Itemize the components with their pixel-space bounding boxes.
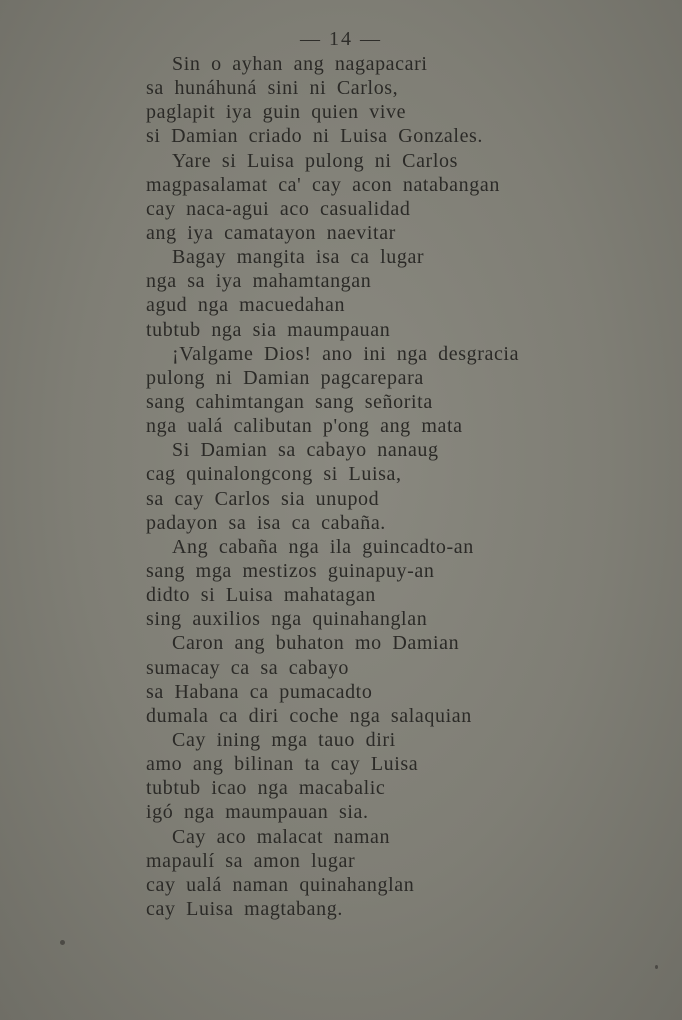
poem-line: Bagay mangita isa ca lugar: [172, 246, 425, 269]
poem-line: cay Luisa magtabang.: [146, 897, 343, 920]
poem-line: pulong ni Damian pagcarepara: [146, 366, 424, 389]
poem-line: si Damian criado ni Luisa Gonzales.: [146, 125, 484, 148]
poem-line: ¡Valgame Dios! ano ini nga desgracia: [172, 342, 520, 365]
poem-line: padayon sa isa ca cabaña.: [146, 511, 386, 534]
poem-line: cay ualá naman quinahanglan: [146, 873, 415, 896]
poem-line: Sin o ayhan ang nagapacari: [172, 53, 428, 75]
poem-line: paglapit iya guin quien vive: [146, 101, 407, 124]
poem-line: sa hunáhuná sini ni Carlos,: [146, 77, 399, 100]
poem-line: sa Habana ca pumacadto: [146, 680, 373, 703]
poem-line: sing auxilios nga quinahanglan: [146, 608, 428, 631]
poem-line: Yare si Luisa pulong ni Carlos: [172, 149, 458, 172]
poem-line: agud nga macuedahan: [146, 294, 346, 317]
ink-speck: [60, 940, 65, 945]
poem-line: cay naca-agui aco casualidad: [146, 197, 411, 220]
poem-line: sumacay ca sa cabayo: [146, 656, 350, 679]
poem-line: igó nga maumpauan sia.: [146, 801, 369, 824]
poem-line: tubtub nga sia maumpauan: [146, 318, 391, 341]
poem-line: magpasalamat ca' cay acon natabangan: [146, 173, 500, 196]
poem-line: Si Damian sa cabayo nanaug: [172, 439, 439, 462]
ink-speck: [655, 965, 658, 969]
poem-line: amo ang bilinan ta cay Luisa: [146, 753, 419, 776]
poem-line: nga ualá calibutan p'ong ang mata: [146, 415, 463, 438]
poem-line: didto si Luisa mahatagan: [146, 584, 376, 607]
poem-line: sa cay Carlos sia unupod: [146, 487, 380, 510]
poem-line: Cay ining mga tauo diri: [172, 728, 396, 751]
poem-line: dumala ca diri coche nga salaquian: [146, 704, 472, 727]
poem-line: Ang cabaña nga ila guincadto-an: [172, 535, 474, 558]
poem-text: [146, 52, 646, 921]
poem-line: tubtub icao nga macabalic: [146, 777, 386, 800]
poem-line: Cay aco malacat naman: [172, 825, 391, 848]
poem-line: Caron ang buhaton mo Damian: [172, 632, 460, 655]
poem-line: mapaulí sa amon lugar: [146, 849, 356, 872]
poem-line: ang iya camatayon naevitar: [146, 221, 396, 244]
poem-line: sang mga mestizos guinapuy-an: [146, 559, 435, 582]
page-number: — 14 —: [300, 28, 382, 50]
poem-line: cag quinalongcong si Luisa,: [146, 463, 402, 486]
poem-line: sang cahimtangan sang señorita: [146, 390, 433, 413]
poem-line: nga sa iya mahamtangan: [146, 270, 372, 293]
